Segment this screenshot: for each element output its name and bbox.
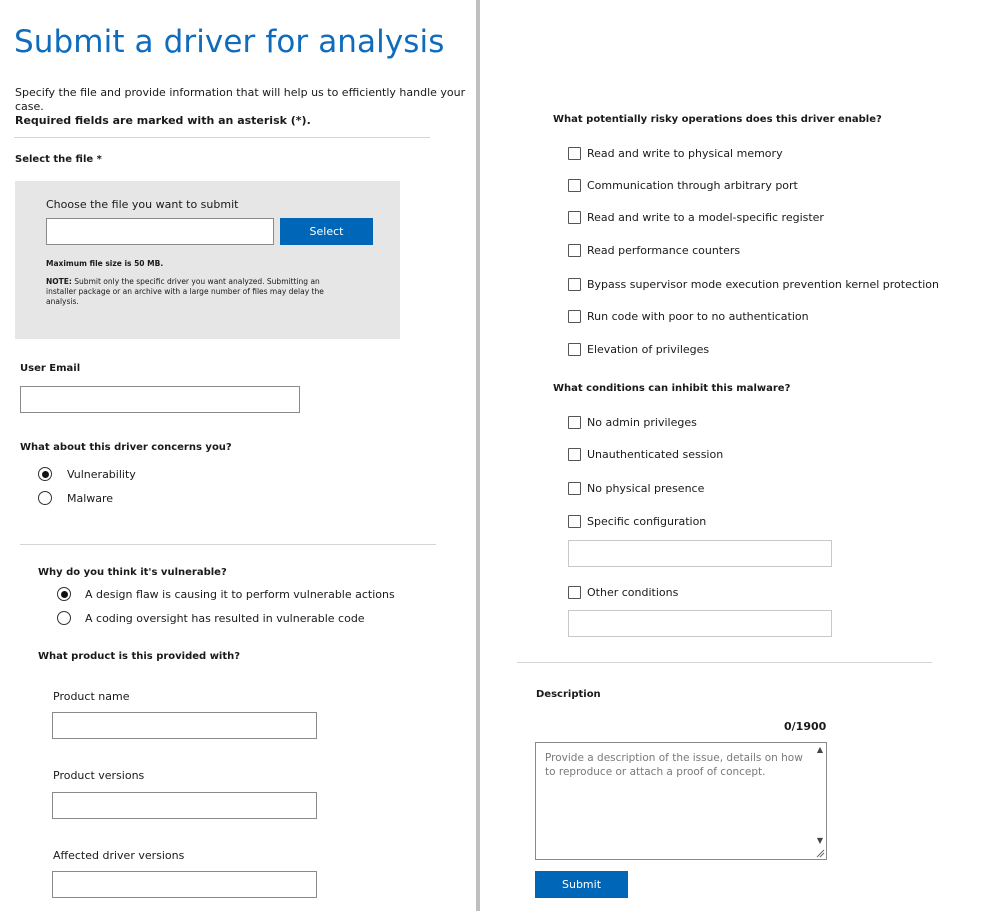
divider <box>20 544 436 545</box>
file-upload-panel <box>15 181 400 339</box>
checkbox-label: Run code with poor to no authentication <box>587 310 809 323</box>
risky-ops-heading: What potentially risky operations does this driver enable? <box>553 114 882 125</box>
product-name-input[interactable] <box>52 712 317 739</box>
file-path-input[interactable] <box>46 218 274 245</box>
user-email-input[interactable] <box>20 386 300 413</box>
radio-vulnerability-label: Vulnerability <box>67 468 136 481</box>
checkbox[interactable] <box>568 179 581 192</box>
radio-design-flaw[interactable] <box>57 587 71 601</box>
checkbox-label: Bypass supervisor mode execution prevention kernel protection <box>587 278 939 291</box>
checkbox-label: No physical presence <box>587 482 705 495</box>
checkbox-label: Read and write to a model-specific register <box>587 211 824 224</box>
radio-selected-icon[interactable] <box>57 587 71 601</box>
product-name-label: Product name <box>53 690 130 703</box>
radio-malware[interactable] <box>38 491 52 505</box>
checkbox[interactable] <box>568 343 581 356</box>
select-file-button[interactable]: Select <box>280 218 373 245</box>
checkbox[interactable] <box>568 244 581 257</box>
description-placeholder: Provide a description of the issue, details on how to reproduce or attach a proof of concept. <box>545 752 803 778</box>
max-file-size: Maximum file size is 50 MB. <box>46 259 164 268</box>
concern-heading: What about this driver concerns you? <box>20 442 232 453</box>
checkbox[interactable] <box>568 515 581 528</box>
scroll-down-icon[interactable]: ▼ <box>816 836 823 845</box>
description-counter: 0/1900 <box>784 720 827 733</box>
description-label: Description <box>536 689 601 700</box>
select-file-heading: Select the file * <box>15 154 102 165</box>
product-versions-input[interactable] <box>52 792 317 819</box>
inhibit-heading: What conditions can inhibit this malware? <box>553 383 791 394</box>
required-note: Required fields are marked with an asterisk (*). <box>15 114 311 127</box>
radio-malware-label: Malware <box>67 492 114 505</box>
radio-vulnerability[interactable] <box>38 467 52 481</box>
vulnerable-heading: Why do you think it's vulnerable? <box>38 567 227 578</box>
submit-button[interactable]: Submit <box>535 871 628 898</box>
checkbox[interactable] <box>568 211 581 224</box>
radio-unselected-icon[interactable] <box>57 611 71 625</box>
checkbox[interactable] <box>568 586 581 599</box>
divider <box>517 662 932 663</box>
radio-coding-oversight-label: A coding oversight has resulted in vulnerable code <box>85 612 365 625</box>
user-email-label: User Email <box>20 363 81 374</box>
checkbox-label: Elevation of privileges <box>587 343 710 356</box>
checkbox[interactable] <box>568 278 581 291</box>
checkbox[interactable] <box>568 310 581 323</box>
checkbox[interactable] <box>568 482 581 495</box>
checkbox-label: Read and write to physical memory <box>587 147 783 160</box>
page-title: Submit a driver for analysis <box>14 24 445 60</box>
divider <box>14 137 430 138</box>
radio-design-flaw-label: A design flaw is causing it to perform vulnerable actions <box>85 588 395 601</box>
choose-file-label: Choose the file you want to submit <box>46 198 239 211</box>
other-conditions-input[interactable] <box>568 610 832 637</box>
checkbox[interactable] <box>568 448 581 461</box>
radio-coding-oversight[interactable] <box>57 611 71 625</box>
intro-description: Specify the file and provide information that will help us to efficiently handle your case. <box>15 86 466 113</box>
radio-selected-icon[interactable] <box>38 467 52 481</box>
note-label: NOTE: <box>46 277 72 286</box>
column-divider <box>476 0 480 911</box>
radio-unselected-icon[interactable] <box>38 491 52 505</box>
specific-configuration-input[interactable] <box>568 540 832 567</box>
product-heading: What product is this provided with? <box>38 651 241 662</box>
description-textarea[interactable] <box>535 742 827 860</box>
checkbox[interactable] <box>568 416 581 429</box>
checkbox-label: Read performance counters <box>587 244 741 257</box>
checkbox-label: Communication through arbitrary port <box>587 179 798 192</box>
intro-text <box>15 86 475 128</box>
checkbox-label: Specific configuration <box>587 515 707 528</box>
checkbox-label: No admin privileges <box>587 416 697 429</box>
file-note <box>46 277 346 307</box>
affected-driver-versions-label: Affected driver versions <box>53 849 185 862</box>
checkbox-label: Unauthenticated session <box>587 448 724 461</box>
checkbox-label: Other conditions <box>587 586 679 599</box>
product-versions-label: Product versions <box>53 769 145 782</box>
scroll-up-icon[interactable]: ▲ <box>816 745 823 754</box>
affected-driver-versions-input[interactable] <box>52 871 317 898</box>
note-text: Submit only the specific driver you want analyzed. Submitting an installer package or an archive with a large number of files may delay the analysis. <box>46 277 324 306</box>
resize-handle-icon[interactable] <box>816 849 825 858</box>
checkbox[interactable] <box>568 147 581 160</box>
